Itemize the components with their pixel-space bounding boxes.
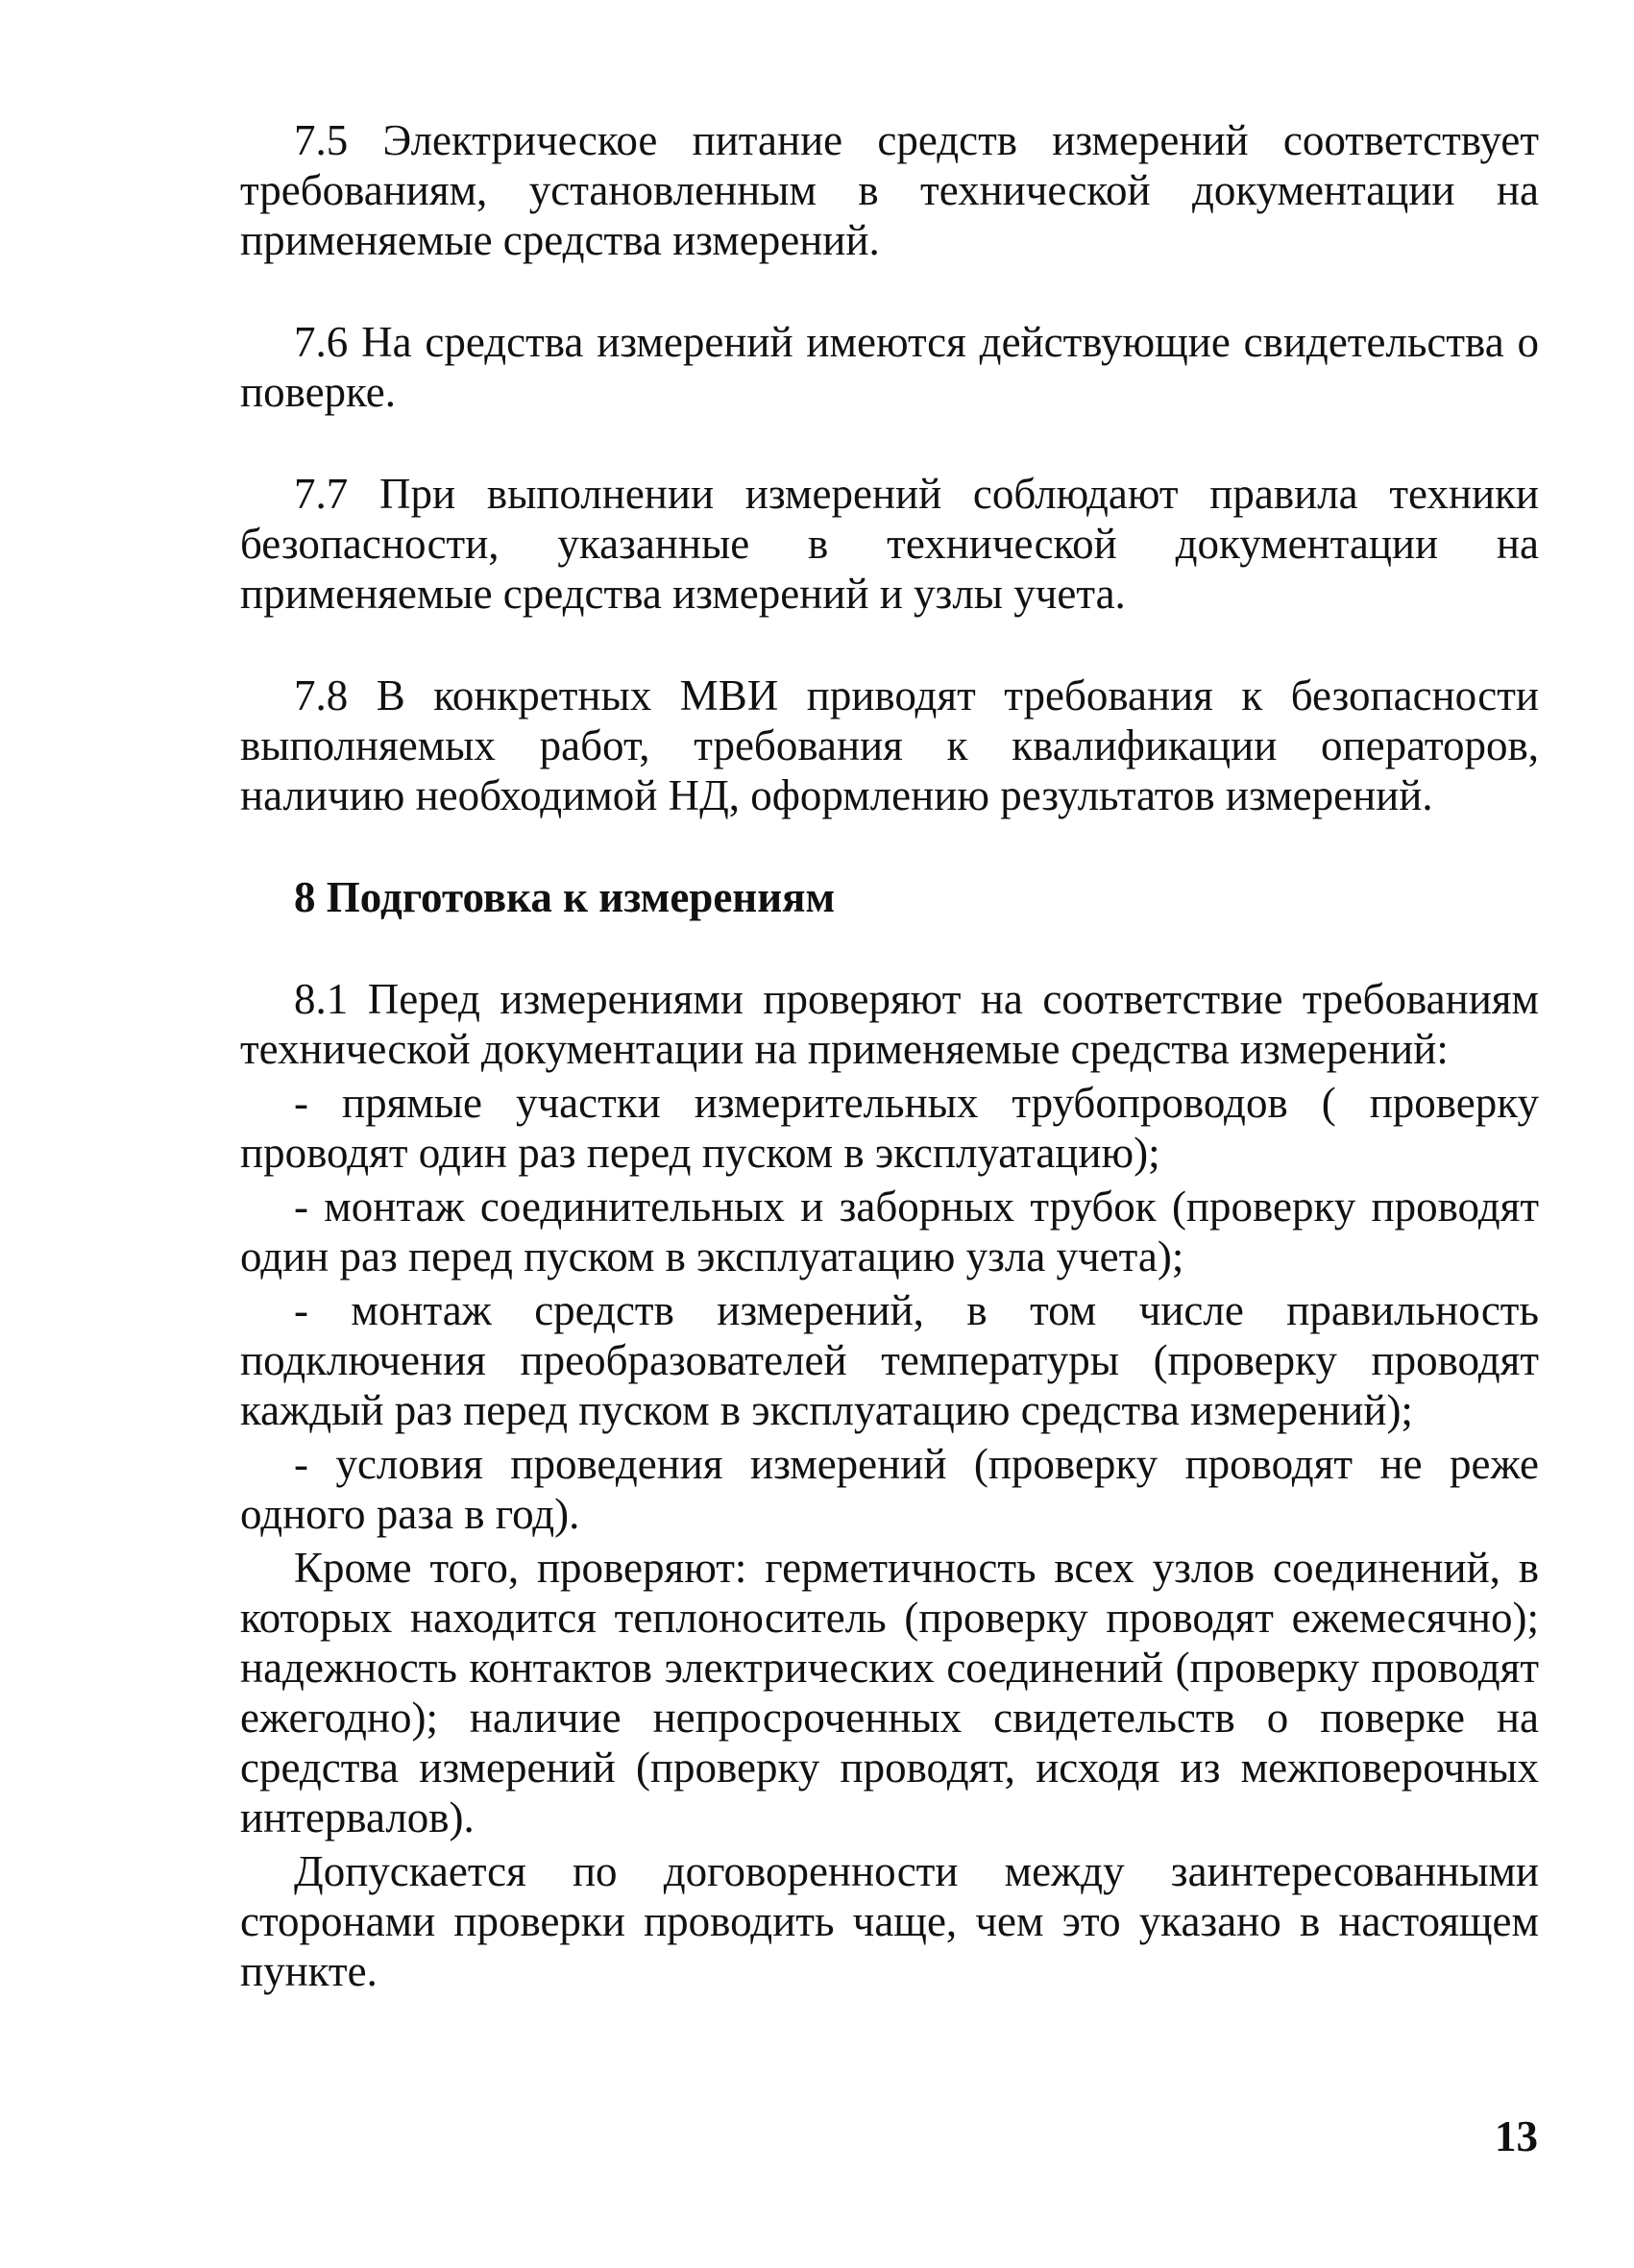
paragraph-7-8: 7.8 В конкретных МВИ приводят требования к безопасности выполняемых работ, требования к квалификации операторов, наличию необходимой НД, оформлению результатов измерений.: [240, 671, 1539, 819]
paragraph-allowed: Допускается по договоренности между заинтересованными сторонами проверки проводить чаще, чем это указано в настоящем пункте.: [240, 1847, 1539, 1995]
paragraph-also-checked: Кроме того, проверяют: герметичность всех узлов соединений, в которых находится теплоноситель (проверку проводят ежемесячно); надежность контактов электрических соединений (проверку проводят ежегодно); наличие непросроченных свидетельств о поверке на средства измерений (проверку проводят, исходя из межповерочных интервалов).: [240, 1544, 1539, 1841]
list-item: - монтаж средств измерений, в том числе правильность подключения преобразователей температуры (проверку проводят каждый раз перед пуском в эксплуатацию средства измерений);: [240, 1286, 1539, 1434]
document-page: [240, 115, 1539, 1996]
list-item: - монтаж соединительных и заборных трубок (проверку проводят один раз перед пуском в эксплуатацию узла учета);: [240, 1183, 1539, 1280]
paragraph-7-7: 7.7 При выполнении измерений соблюдают правила техники безопасности, указанные в технической документации на применяемые средства измерений и узлы учета.: [240, 470, 1539, 618]
paragraph-7-5: 7.5 Электрическое питание средств измерений соответствует требованиям, установленным в технической документации на применяемые средства измерений.: [240, 116, 1539, 264]
list-item: - условия проведения измерений (проверку проводят не реже одного раза в год).: [240, 1440, 1539, 1538]
paragraph-8-1: 8.1 Перед измерениями проверяют на соответствие требованиям технической документации на применяемые средства измерений:: [240, 975, 1539, 1073]
page-number: 13: [1495, 2112, 1538, 2160]
list-item: - прямые участки измерительных трубопроводов ( проверку проводят один раз перед пуском в эксплуатацию);: [240, 1079, 1539, 1177]
section-8-heading: 8 Подготовка к измерениям: [294, 873, 836, 921]
paragraph-7-6: 7.6 На средства измерений имеются действующие свидетельства о поверке.: [240, 318, 1539, 416]
